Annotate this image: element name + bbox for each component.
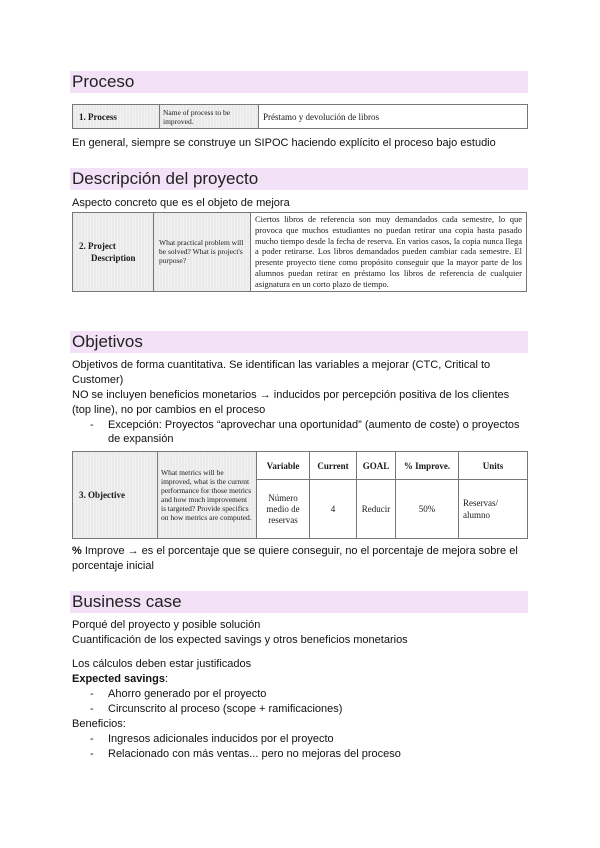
percent-symbol: %	[72, 545, 82, 557]
objetivos-line3: NO se incluyen beneficios monetarios → inducidos por percepción positiva de los clientes	[72, 389, 510, 401]
objetivos-line4: (top line), no por cambios en el proceso	[72, 404, 266, 416]
objective-cell-variable: Número medio de reservas	[257, 480, 310, 539]
bullet-dash: -	[90, 733, 94, 745]
proceso-note: En general, siempre se construye un SIPOC haciendo explícito el proceso bajo estudio	[72, 137, 496, 149]
objective-cell-improve: 50%	[396, 480, 459, 539]
bullet-dash: -	[90, 688, 94, 700]
section-heading-objetivos: Objetivos	[70, 331, 528, 353]
benefits-item: Relacionado con más ventas... pero no mejoras del proceso	[108, 748, 401, 760]
objective-header-goal: GOAL	[357, 452, 396, 480]
objective-header-units: Units	[459, 452, 528, 480]
section-heading-descripcion: Descripción del proyecto	[70, 168, 528, 190]
description-num-label-line2: Description	[91, 252, 136, 263]
description-question: What practical problem will be solved? What is project's purpose?	[154, 213, 251, 292]
benefits-item: Ingresos adicionales inducidos por el proyecto	[108, 733, 334, 745]
benefits-title: Beneficios:	[72, 718, 126, 730]
objective-cell-goal: Reducir	[357, 480, 396, 539]
savings-title-colon: :	[164, 673, 168, 685]
bullet-dash: -	[90, 703, 94, 715]
descripcion-intro: Aspecto concreto que es el objeto de mejora	[72, 197, 290, 209]
description-answer: Ciertos libros de referencia son muy demandados cada semestre, lo que provoca que muchos estudiantes no puedan retirar una copia hasta pasado mucho tiempo desde la fecha de reserva. En varios casos, la copia nunca llega a poder retirarse. Los libros demandados pueden cambiar cada semestre. El presente proyecto tiene como propósito conseguir que la mayor parte de los alumnos puedan retirar en préstamo los libros de referencia de cualquier asignatura en un corto plazo de tiempo.	[251, 213, 527, 292]
objective-header-variable: Variable	[257, 452, 310, 480]
objetivos-line2: Customer)	[72, 374, 124, 386]
objective-header-current: Current	[310, 452, 357, 480]
objective-table	[72, 451, 528, 539]
savings-item: Circunscrito al proceso (scope + ramificaciones)	[108, 703, 343, 715]
savings-title	[72, 672, 168, 686]
objetivos-bullet-line1: Excepción: Proyectos “aprovechar una oportunidad” (aumento de coste) o proyectos	[108, 419, 520, 431]
description-table	[72, 212, 527, 292]
business-line3: Los cálculos deben estar justificados	[72, 658, 252, 670]
description-num-label	[73, 213, 154, 292]
objetivos-bullet-line2: de expansión	[108, 433, 174, 445]
bullet-dash: -	[90, 748, 94, 760]
section-heading-business: Business case	[70, 591, 528, 613]
objetivos-line1: Objetivos de forma cuantitativa. Se identifican las variables a mejorar (CTC, Critical to	[72, 359, 491, 371]
objective-header-improve: % Improve.	[396, 452, 459, 480]
description-num-label-line1: 2. Project	[79, 240, 116, 251]
objetivos-note-line1	[72, 544, 518, 558]
process-answer: Préstamo y devolución de libros	[259, 105, 528, 129]
section-heading-proceso: Proceso	[70, 71, 528, 93]
savings-title-text: Expected savings	[72, 673, 165, 685]
objective-cell-current: 4	[310, 480, 357, 539]
bullet-dash: -	[90, 419, 94, 431]
process-table	[72, 104, 528, 129]
objetivos-note-line2: porcentaje inicial	[72, 560, 154, 572]
objetivos-note-rest: Improve → es el porcentaje que se quiere conseguir, no el porcentaje de mejora sobre el	[81, 545, 518, 557]
process-question: Name of process to be improved.	[160, 105, 259, 129]
business-line1: Porqué del proyecto y posible solución	[72, 619, 261, 631]
savings-item: Ahorro generado por el proyecto	[108, 688, 267, 700]
objective-question: What metrics will be improved, what is the current performance for those metrics and how much improvement is targeted? Provide specifics on how metrics are computed.	[158, 452, 257, 539]
objective-num-label: 3. Objective	[73, 452, 158, 539]
process-num-label: 1. Process	[73, 105, 160, 129]
business-line2: Cuantificación de los expected savings y otros beneficios monetarios	[72, 634, 408, 646]
objective-cell-units: Reservas/ alumno	[459, 480, 528, 539]
